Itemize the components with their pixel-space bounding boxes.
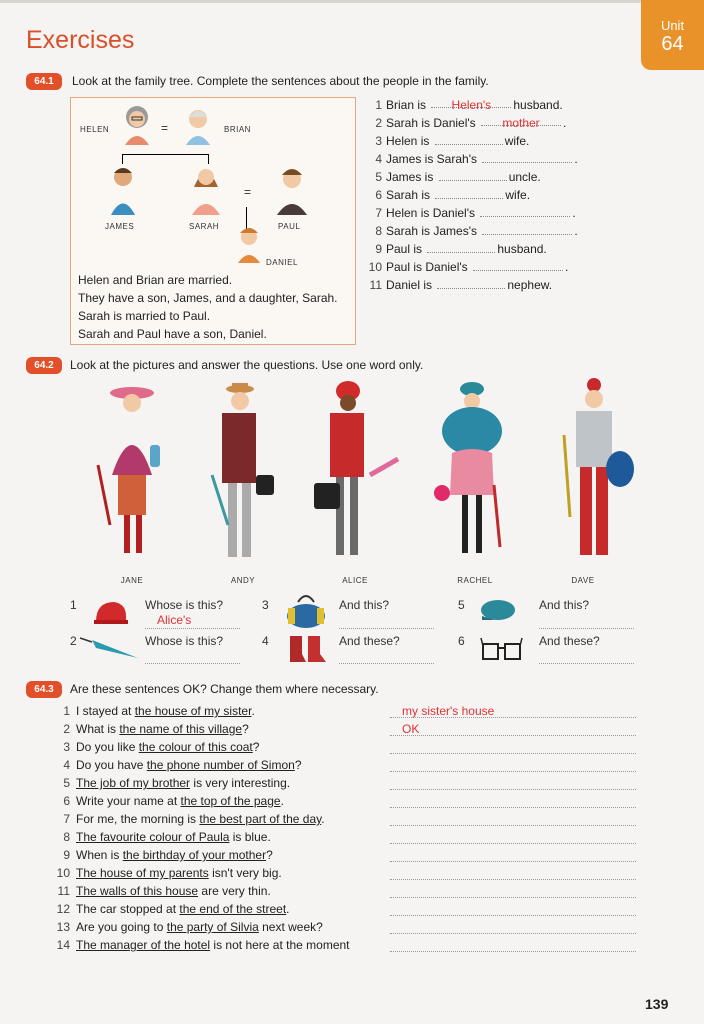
row-answer-field[interactable] (390, 846, 636, 862)
row-number: 3 (63, 740, 70, 754)
answer-line (145, 628, 240, 629)
sentence-answer-blank[interactable] (480, 205, 570, 217)
sentence-prefix: Helen is (386, 134, 430, 148)
person-label-alice: ALICE (342, 576, 368, 585)
row-text-before: Do you like (76, 740, 139, 754)
tree-label-daniel: DANIEL (266, 258, 298, 267)
row-underlined-phrase: the best part of the day (199, 812, 322, 826)
question-text: Whose is this? (145, 634, 224, 648)
row-underlined-phrase: the birthday of your mother (122, 848, 267, 862)
sentence-row (366, 132, 636, 150)
page-title: Exercises (26, 26, 135, 54)
row-number: 9 (63, 848, 70, 862)
sentence-prefix: Paul is Daniel's (386, 260, 468, 274)
row-text-after: ? (242, 722, 249, 736)
sentence-prefix: Brian is (386, 98, 427, 112)
sentence-suffix: . (574, 224, 578, 238)
tree-text-line: Sarah is married to Paul. (78, 309, 211, 323)
exercise-1-instruction: Look at the family tree. Complete the sentences about the people in the family. (72, 74, 489, 88)
sentence-suffix: wife. (504, 134, 530, 148)
tree-text-line: Helen and Brian are married. (78, 273, 233, 287)
umbrella-icon (78, 634, 142, 662)
question-text: And these? (339, 634, 400, 648)
tree-label-sarah: SARAH (189, 222, 220, 231)
sentence-number: 10 (368, 260, 382, 274)
row-text-after: isn't very big. (208, 866, 282, 880)
sentence-row (366, 258, 636, 276)
sentence-answer-blank[interactable]: mother (481, 114, 561, 126)
unit-tab (641, 0, 704, 70)
question-text: Whose is this? (145, 598, 224, 612)
row-answer: my sister's house (402, 704, 495, 718)
exercise-3-row (48, 792, 648, 810)
sentence-answer-blank[interactable] (435, 133, 503, 145)
tree-equals-sarah-paul: = (244, 185, 252, 199)
row-answer-field[interactable] (390, 738, 636, 754)
row-underlined-phrase: The manager of the hotel (76, 938, 211, 952)
sentence-row (366, 168, 636, 186)
sentence-answer-blank[interactable] (427, 241, 495, 253)
row-text-after: . (280, 794, 284, 808)
sentence-row (366, 114, 636, 132)
row-text-after: is blue. (229, 830, 271, 844)
question-number: 4 (262, 634, 269, 648)
row-text-before: For me, the morning is (76, 812, 200, 826)
sentence-row (366, 96, 636, 114)
exercise-badge-64-2: 64.2 (26, 357, 62, 374)
sentence-suffix: husband. (513, 98, 563, 112)
row-number: 2 (63, 722, 70, 736)
row-text-after: ? (266, 848, 273, 862)
row-text-after: . (321, 812, 325, 826)
person-label-dave: DAVE (571, 576, 595, 585)
question-number: 2 (70, 634, 77, 648)
sentence-suffix: . (572, 206, 576, 220)
answer-line (145, 663, 240, 664)
answer-line (339, 663, 434, 664)
exercise-3-row (48, 720, 648, 738)
tree-description (78, 271, 353, 343)
question-text: And this? (539, 598, 590, 612)
row-underlined-phrase: the house of my sister (134, 704, 252, 718)
tree-line-daniel (246, 207, 247, 232)
row-number: 13 (56, 920, 70, 934)
top-border (0, 0, 641, 3)
jane-figure (98, 387, 160, 553)
question-text: And this? (339, 598, 390, 612)
sentence-prefix: James is (386, 170, 434, 184)
row-answer-field[interactable] (390, 864, 636, 880)
family-tree-figure (70, 97, 356, 267)
exercise-1-sentences (366, 96, 636, 294)
exercise-3-row (48, 900, 648, 918)
page-number: 139 (645, 996, 669, 1012)
cap-icon (478, 596, 518, 624)
people-illustration (80, 375, 660, 575)
row-text-after: is very interesting. (190, 776, 291, 790)
row-answer-field[interactable] (390, 774, 636, 790)
row-answer-field[interactable] (390, 756, 636, 772)
question-answer: Alice's (157, 613, 192, 627)
row-answer-field[interactable] (390, 918, 636, 934)
answer-line (339, 628, 434, 629)
sentence-suffix: wife. (505, 188, 531, 202)
sentence-suffix: husband. (497, 242, 547, 256)
sentence-answer-blank[interactable] (482, 151, 572, 163)
row-text-after: . (251, 704, 255, 718)
sentence-suffix: . (574, 152, 578, 166)
question-number: 6 (458, 634, 465, 648)
row-text-after: ? (294, 758, 302, 772)
row-underlined-phrase: the top of the page (180, 794, 281, 808)
tree-label-helen: HELEN (80, 125, 110, 134)
row-text-after: are very thin. (198, 884, 271, 898)
unit-number: 64 (661, 33, 684, 55)
row-number: 12 (56, 902, 70, 916)
row-underlined-phrase: the party of Silvia (166, 920, 259, 934)
row-underlined-phrase: the phone number of Simon (146, 758, 295, 772)
dave-figure (564, 378, 634, 555)
sentence-answer-blank[interactable] (435, 187, 503, 199)
row-number: 6 (63, 794, 70, 808)
sentence-answer-blank[interactable] (473, 259, 563, 271)
row-number: 5 (63, 776, 70, 790)
exercise-badge-64-3: 64.3 (26, 681, 62, 698)
tree-line-right (208, 154, 209, 164)
unit-label: Unit (660, 18, 685, 33)
tree-text-line: They have a son, James, and a daughter, Sarah. (78, 291, 338, 305)
exercise-3-row (48, 864, 648, 882)
exercise-2-instruction: Look at the pictures and answer the questions. Use one word only. (70, 358, 424, 372)
question-number: 3 (262, 598, 269, 612)
sentence-row (366, 276, 636, 294)
exercise-3-row (48, 882, 648, 900)
row-underlined-phrase: The job of my brother (76, 776, 191, 790)
row-number: 14 (56, 938, 70, 952)
sentence-number: 1 (375, 98, 382, 112)
sarah-figure (192, 169, 220, 215)
tree-label-james: JAMES (105, 222, 135, 231)
sentence-answer-blank[interactable]: Helen's (431, 96, 511, 108)
exercise-3-row (48, 702, 648, 720)
james-figure (111, 168, 135, 215)
sentence-number: 6 (375, 188, 382, 202)
rachel-figure (434, 382, 502, 553)
sentence-answer-blank[interactable] (437, 277, 505, 289)
alice-figure (314, 381, 398, 555)
row-underlined-phrase: the colour of this coat (138, 740, 253, 754)
question-number: 5 (458, 598, 465, 612)
sentence-answer-blank[interactable] (482, 223, 572, 235)
row-text-before: When is (76, 848, 123, 862)
exercise-3-row (48, 846, 648, 864)
exercise-3-instruction: Are these sentences OK? Change them where necessary. (70, 682, 379, 696)
tree-equals-parents: = (161, 121, 169, 135)
sentence-suffix: . (563, 116, 567, 130)
row-text-before: Are you going to (76, 920, 167, 934)
sentence-prefix: Sarah is James's (386, 224, 477, 238)
row-number: 10 (56, 866, 70, 880)
sentence-prefix: Sarah is (386, 188, 431, 202)
sentence-prefix: Paul is (386, 242, 423, 256)
paul-figure (277, 169, 307, 215)
bag-icon (284, 590, 328, 630)
row-answer-field[interactable] (390, 702, 636, 718)
sentence-row (366, 204, 636, 222)
sentence-row (366, 186, 636, 204)
andy-figure (212, 383, 274, 557)
sentence-suffix: uncle. (508, 170, 541, 184)
row-text-before: What is (76, 722, 120, 736)
sentence-row (366, 240, 636, 258)
exercise-badge-64-1: 64.1 (26, 73, 62, 90)
sentence-number: 7 (375, 206, 382, 220)
tree-label-brian: BRIAN (224, 125, 251, 134)
row-number: 8 (63, 830, 70, 844)
row-underlined-phrase: The house of my parents (76, 866, 209, 880)
sentence-number: 8 (375, 224, 382, 238)
row-number: 7 (63, 812, 70, 826)
sentence-prefix: Helen is Daniel's (386, 206, 475, 220)
row-answer: OK (402, 722, 420, 736)
sentence-number: 5 (375, 170, 382, 184)
answer-line (539, 663, 634, 664)
exercise-3-row (48, 936, 648, 954)
sentence-row (366, 222, 636, 240)
row-text-after: . (286, 902, 290, 916)
tree-label-paul: PAUL (278, 222, 301, 231)
boots-icon (286, 632, 330, 666)
row-number: 4 (63, 758, 70, 772)
sentence-number: 3 (375, 134, 382, 148)
sentence-suffix: . (565, 260, 569, 274)
exercise-3-row (48, 810, 648, 828)
answer-line (539, 628, 634, 629)
sentence-suffix: nephew. (507, 278, 553, 292)
tree-line-left (122, 154, 123, 164)
row-answer-field[interactable] (390, 792, 636, 808)
row-text-before: Write your name at (76, 794, 181, 808)
row-answer-field[interactable] (390, 882, 636, 898)
exercise-3-row (48, 738, 648, 756)
sentence-answer-blank[interactable] (439, 169, 507, 181)
question-text: And these? (539, 634, 600, 648)
exercise-3-row (48, 774, 648, 792)
sentence-number: 11 (369, 278, 382, 292)
person-label-rachel: RACHEL (457, 576, 493, 585)
exercise-3-row (48, 756, 648, 774)
row-text-before: Do you have (76, 758, 147, 772)
row-answer-field[interactable] (390, 720, 636, 736)
sentence-row (366, 150, 636, 168)
red-hat-icon (92, 598, 130, 626)
row-underlined-phrase: The walls of this house (76, 884, 199, 898)
glasses-icon (480, 634, 524, 664)
exercise-3-row (48, 828, 648, 846)
sentence-prefix: James is Sarah's (386, 152, 477, 166)
row-answer-field[interactable] (390, 900, 636, 916)
sentence-number: 2 (375, 116, 382, 130)
row-text-after: ? (252, 740, 260, 754)
sentence-number: 9 (375, 242, 382, 256)
row-answer-field[interactable] (390, 828, 636, 844)
row-text-before: I stayed at (76, 704, 135, 718)
sentence-prefix: Sarah is Daniel's (386, 116, 476, 130)
tree-line-parents (122, 154, 208, 155)
daniel-figure (238, 228, 260, 263)
row-answer-field[interactable] (390, 936, 636, 952)
row-text-before: The car stopped at (76, 902, 180, 916)
row-underlined-phrase: the end of the street (179, 902, 287, 916)
row-text-after: next week? (258, 920, 323, 934)
question-number: 1 (70, 598, 77, 612)
row-underlined-phrase: the name of this village (119, 722, 243, 736)
row-underlined-phrase: The favourite colour of Paula (76, 830, 230, 844)
exercise-3-list (48, 702, 648, 954)
row-number: 11 (57, 884, 70, 898)
person-label-jane: JANE (120, 576, 144, 585)
helen-figure (125, 106, 149, 145)
sentence-number: 4 (375, 152, 382, 166)
exercise-3-row (48, 918, 648, 936)
brian-figure (186, 110, 210, 145)
sentence-prefix: Daniel is (386, 278, 433, 292)
tree-text-line: Sarah and Paul have a son, Daniel. (78, 327, 267, 341)
row-text-after: is not here at the moment (210, 938, 350, 952)
row-number: 1 (63, 704, 70, 718)
row-answer-field[interactable] (390, 810, 636, 826)
person-label-andy: ANDY (230, 576, 256, 585)
